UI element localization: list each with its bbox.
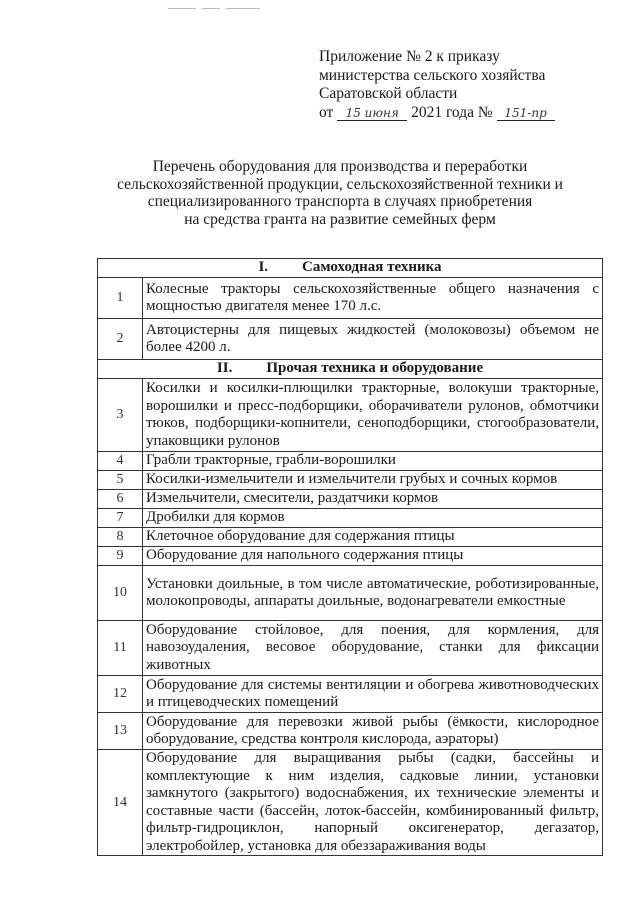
row-number: 2 [98,319,143,360]
row-text: Косилки и косилки-плющилки тракторные, волокуши тракторные, ворошилки и пресс-подборщики, оборачиватели рулонов, обмотчики тюков, подборщики-копнители, сеноподборщики, стогообразователи, упаковщики рулонов [143,379,603,452]
row-text: Оборудование стойловое, для поения, для кормления, для навозоудаления, весовое оборудование, станки для фиксации животных [143,621,603,676]
approval-year: 2021 года № [411,103,493,121]
row-text: Оборудование для системы вентиляции и обогрева животноводческих и птицеводческих помещений [143,676,603,713]
row-number: 8 [98,528,143,547]
table-row [98,278,603,319]
handwritten-order-number: 151-пр [497,106,555,121]
row-number: 4 [98,452,143,471]
row-number: 14 [98,750,143,856]
row-number: 6 [98,490,143,509]
approval-line-1: Приложение № 2 к приказу [319,48,500,65]
row-text: Измельчители, смесители, раздатчики кормов [143,490,603,509]
section-row [98,259,603,278]
row-text: Клеточное оборудование для содержания птицы [143,528,603,547]
section-heading [98,259,603,278]
row-number: 7 [98,509,143,528]
table-row [98,566,603,621]
table-row [98,750,603,856]
scan-artifact [168,8,288,12]
table-row [98,471,603,490]
title-line-4: на средства гранта на развитие семейных ферм [184,210,496,228]
row-text: Колесные тракторы сельскохозяйственные общего назначения с мощностью двигателя менее 170 л.с. [143,278,603,319]
handwritten-date: 15 июня [337,106,407,121]
table-row [98,676,603,713]
row-text: Косилки-измельчители и измельчители грубых и сочных кормов [143,471,603,490]
table-row [98,713,603,750]
equipment-table [97,258,603,856]
table-row [98,379,603,452]
table-row [98,452,603,471]
approval-line-3: Саратовской области [319,85,458,102]
row-text: Автоцистерны для пищевых жидкостей (молоковозы) объемом не более 4200 л. [143,319,603,360]
row-text: Дробилки для кормов [143,509,603,528]
table-row [98,509,603,528]
table-row [98,319,603,360]
title-line-2: сельскохозяйственной продукции, сельскохозяйственной техники и [117,175,563,193]
section-title: Прочая техника и оборудование [266,360,484,377]
row-number: 5 [98,471,143,490]
approval-from-prefix: от [319,103,334,121]
row-text: Оборудование для перевозки живой рыбы (ёмкости, кислородное оборудование, средства контроля кислорода, аэраторы) [143,713,603,750]
table-row [98,528,603,547]
document-title [90,158,590,228]
section-number: II. [216,360,233,377]
table-row [98,547,603,566]
section-heading [98,360,603,379]
section-title: Самоходная техника [302,259,442,276]
table-row [98,621,603,676]
title-line-1: Перечень оборудования для производства и переработки [152,158,528,175]
approval-line-2: министерства сельского хозяйства [319,66,546,84]
row-number: 11 [98,621,143,676]
row-number: 12 [98,676,143,713]
approval-stamp-block [319,48,619,122]
title-line-3: специализированного транспорта в случаях приобретения [147,193,533,210]
row-number: 10 [98,566,143,621]
row-text: Грабли тракторные, грабли-ворошилки [143,452,603,471]
approval-date-line [319,104,619,123]
row-text: Оборудование для напольного содержания птицы [143,547,603,566]
row-text: Оборудование для выращивания рыбы (садки, бассейны и комплектующие к ним изделия, садковые линии, установки замкнутого (закрытого) водоснабжения, их технические элементы и составные части (бассейн, лоток-бассейн, комбинированный фильтр, фильтр-гидроциклон, напорный оксигенератор, дегазатор, электробойлер, установка для обеззараживания воды [143,750,603,856]
section-number: I. [258,259,269,276]
row-number: 3 [98,379,143,452]
row-number: 9 [98,547,143,566]
row-number: 13 [98,713,143,750]
section-row [98,360,603,379]
row-text: Установки доильные, в том числе автоматические, роботизированные, молокопроводы, аппараты доильные, водонагреватели емкостные [143,566,603,621]
row-number: 1 [98,278,143,319]
table-row [98,490,603,509]
